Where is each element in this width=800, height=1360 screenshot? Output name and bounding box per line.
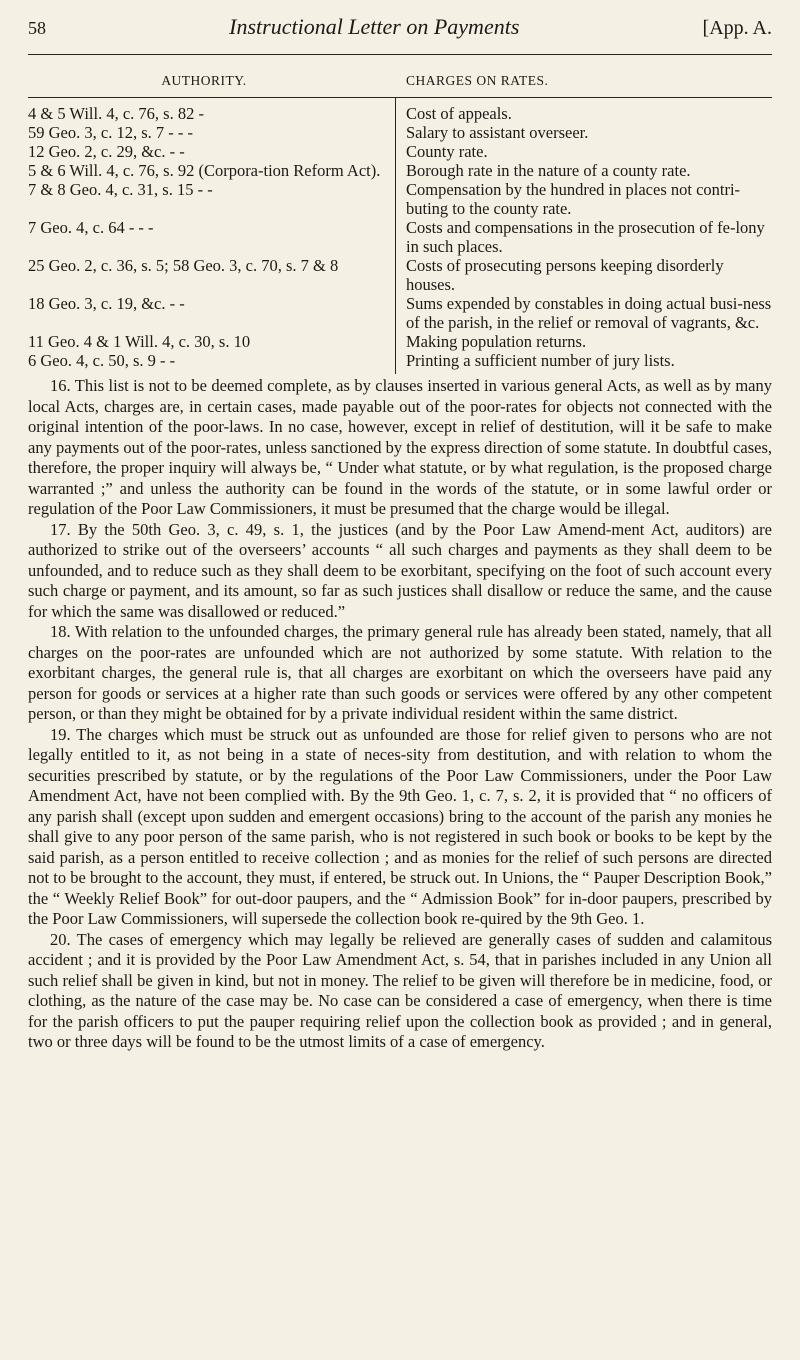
charge-cell: Borough rate in the nature of a county rate. <box>406 161 691 180</box>
running-title: Instructional Letter on Payments <box>229 14 520 39</box>
table-row <box>28 256 772 294</box>
body-text <box>28 376 772 1053</box>
charge-cell: Printing a sufficient number of jury lists. <box>406 351 675 370</box>
table-row <box>28 142 772 161</box>
charge-cell: County rate. <box>406 142 488 161</box>
charges-table <box>28 61 772 374</box>
table-row <box>28 351 772 374</box>
charge-cell: Costs of prosecuting persons keeping disorderly houses. <box>406 256 724 294</box>
table-row <box>28 123 772 142</box>
authority-cell: 25 Geo. 2, c. 36, s. 5; 58 Geo. 3, c. 70, s. 7 & 8 <box>28 256 396 294</box>
table-row <box>28 161 772 180</box>
authority-cell: 7 Geo. 4, c. 64 - - - <box>28 218 396 256</box>
paragraph-16: 16. This list is not to be deemed complete, as by clauses inserted in various general Acts, as well as by many local Acts, charges are, in certain cases, made payable out of the poor-rates for objects not connected with the original intention of the poor-laws. In no case, however, except in relief of destitution, will it be safe to make any payments out of the poor-rates, unless sanctioned by the express direction of some statute. In doubtful cases, therefore, the proper inquiry will always be, “ Under what statute, or by what regulation, is the proposed charge warranted ;” and unless the authority can be found in the words of the statute, or in some lawful order or regulation of the Poor Law Commissioners, it must be presumed that the charge would be illegal. <box>28 376 772 518</box>
page-header <box>28 14 772 55</box>
authority-cell: 18 Geo. 3, c. 19, &c. - - <box>28 294 396 332</box>
table-row <box>28 180 772 218</box>
paragraph-17: 17. By the 50th Geo. 3, c. 49, s. 1, the justices (and by the Poor Law Amend-ment Act, auditors) are authorized to strike out of the overseers’ accounts “ all such charges and payments as they shall deem to be unfounded, and to reduce such as they shall deem to be exorbitant, specifying on the foot of such account every such charge or payment, and its amount, so far as such justices shall disallow or reduce the same, and the cause for which the same was disallowed or reduced.” <box>28 519 772 621</box>
table-row <box>28 332 772 351</box>
table-row <box>28 294 772 332</box>
authority-cell: 11 Geo. 4 & 1 Will. 4, c. 30, s. 10 <box>28 332 396 351</box>
charges-column-header: CHARGES ON RATES. <box>406 73 549 88</box>
charge-cell: Sums expended by constables in doing actual busi-ness of the parish, in the relief or removal of vagrants, &c. <box>406 294 772 332</box>
appendix-marker: [App. A. <box>702 17 772 39</box>
authority-cell: 59 Geo. 3, c. 12, s. 7 - - - <box>28 123 396 142</box>
table-row <box>28 218 772 256</box>
table-row <box>28 98 772 123</box>
charge-cell: Salary to assistant overseer. <box>406 123 589 142</box>
authority-cell: 7 & 8 Geo. 4, c. 31, s. 15 - - <box>28 180 396 218</box>
charge-cell: Compensation by the hundred in places not contri-buting to the county rate. <box>406 180 741 218</box>
authority-column-header: AUTHORITY. <box>161 73 247 88</box>
table-header <box>28 61 772 98</box>
charge-cell: Cost of appeals. <box>406 104 512 123</box>
authority-cell: 6 Geo. 4, c. 50, s. 9 - - <box>28 351 396 374</box>
paragraph-20: 20. The cases of emergency which may legally be relieved are generally cases of sudden and calamitous accident ; and it is provided by the Poor Law Amendment Act, s. 54, that in parishes included in any Union all such relief shall be given in kind, but not in money. The relief to be given will therefore be in medicine, food, or clothing, as the nature of the case may be. No case can be considered a case of emergency, when there is time for the parish officers to put the pauper requiring relief upon the collection book as provided ; and in general, two or three days will be found to be the utmost limits of a case of emergency. <box>28 929 772 1051</box>
page-number: 58 <box>28 18 46 38</box>
paragraph-18: 18. With relation to the unfounded charges, the primary general rule has already been stated, namely, that all charges on the poor-rates are unfounded which are not authorized by some statute. With relation to the exorbitant charges, the general rule is, that all charges are exorbitant on which the overseers have paid any person for goods or services at a higher rate than such goods or services were offered by any other competent person, or than they might be obtained for by a private individual resident within the same district. <box>28 622 772 723</box>
authority-cell: 4 & 5 Will. 4, c. 76, s. 82 - <box>28 98 396 123</box>
paragraph-19: 19. The charges which must be struck out as unfounded are those for relief given to persons who are not legally entitled to it, as not being in a state of neces-sity from destitution, and with relation to whom the securities prescribed by statute, or by the regulations of the Poor Law Commissioners, under the Poor Law Amendment Act, have not been complied with. By the 9th Geo. 1, c. 7, s. 2, it is provided that “ no officers of any parish shall (except upon sudden and emergent occasions) bring to the account of the parish any monies he shall give to any poor person of the same parish, who is not registered in such book or books to be kept by the said parish, as a person entitled to receive collection ; and as monies for the relief of such persons are directed not to be brought to the account, they must, if entered, be struck out. In Unions, the “ Pauper Description Book,” the “ Weekly Relief Book” for out-door paupers, and the “ Admission Book” for in-door paupers, prescribed by the Poor Law Commissioners, will supersede the collection book re-quired by the 9th Geo. 1. <box>28 724 772 928</box>
charge-cell: Making population returns. <box>406 332 587 351</box>
authority-cell: 12 Geo. 2, c. 29, &c. - - <box>28 142 396 161</box>
charge-cell: Costs and compensations in the prosecution of fe-lony in such places. <box>406 218 765 256</box>
authority-cell: 5 & 6 Will. 4, c. 76, s. 92 (Corpora-tion Reform Act). <box>28 161 396 180</box>
